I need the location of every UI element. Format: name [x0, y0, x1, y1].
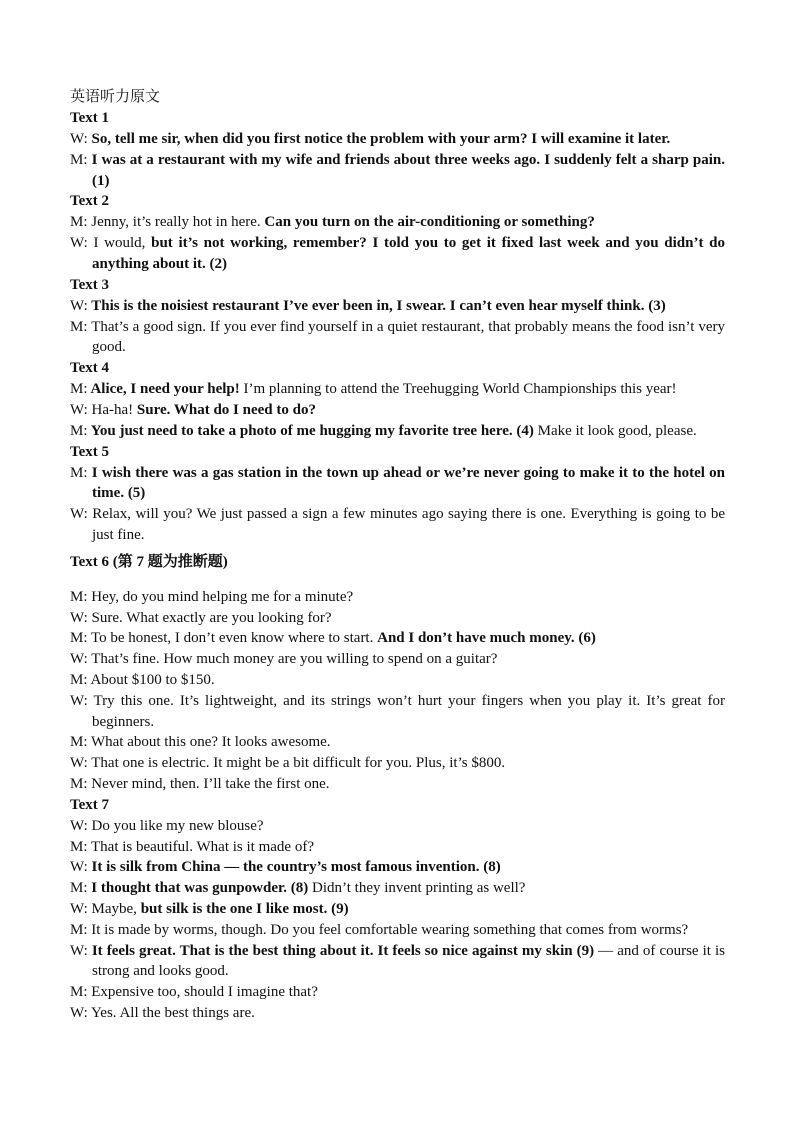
- dialogue-line: [70, 421, 725, 442]
- section-heading: Text 3: [70, 276, 110, 293]
- dialogue-line: [70, 899, 725, 920]
- speaker-label: M:: [70, 381, 88, 398]
- line-text-key: And I don’t have much money. (6): [377, 630, 596, 647]
- line-text: Do you like my new blouse?: [87, 817, 264, 834]
- line-text: Expensive too, should I imagine that?: [87, 984, 318, 1001]
- dialogue-line: [70, 774, 725, 795]
- speaker-label: W:: [70, 401, 88, 418]
- speaker-label: M:: [70, 214, 88, 231]
- dialogue-line: [70, 857, 725, 878]
- dialogue-line: [70, 670, 725, 691]
- section-heading: Text 2: [70, 193, 110, 210]
- line-text-key: but silk is the one I like most. (9): [140, 900, 349, 917]
- section-text-7: [70, 795, 725, 1024]
- speaker-label: W:: [70, 1004, 88, 1021]
- section-heading: Text 4: [70, 360, 110, 377]
- speaker-label: W:: [70, 506, 88, 523]
- line-text: I’m planning to attend the Treehugging World Championships this year!: [239, 381, 677, 398]
- dialogue-line: [70, 587, 725, 608]
- section-text-2: [70, 191, 725, 274]
- speaker-label: W:: [70, 297, 88, 314]
- dialogue-line: [70, 504, 725, 546]
- section-heading: Text 1: [70, 110, 110, 126]
- line-text-key: Can you turn on the air-conditioning or something?: [264, 214, 595, 231]
- speaker-label: M:: [70, 422, 88, 439]
- dialogue-line: [70, 233, 725, 275]
- section-heading: Text 6 (第 7 题为推断题): [70, 553, 228, 570]
- line-text: Try this one. It’s lightweight, and its strings won’t hurt your fingers when you play it. It’s great for beginners.: [87, 692, 725, 730]
- line-text: About $100 to $150.: [87, 671, 215, 688]
- section-text-1: [70, 108, 725, 191]
- speaker-label: W:: [70, 900, 88, 917]
- line-text: That one is electric. It might be a bit difficult for you. Plus, it’s $800.: [87, 755, 506, 772]
- dialogue-line: [70, 379, 725, 400]
- line-text-key: Sure. What do I need to do?: [136, 401, 316, 418]
- dialogue-line: [70, 317, 725, 359]
- line-text: That’s a good sign. If you ever find yourself in a quiet restaurant, that probably means the food isn’t very good.: [87, 318, 725, 356]
- speaker-label: M:: [70, 671, 88, 688]
- dialogue-line: [70, 691, 725, 733]
- line-text-key: I wish there was a gas station in the town up ahead or we’re never going to make it to the hotel on time. (5): [87, 464, 725, 502]
- line-text: Hey, do you mind helping me for a minute?: [87, 588, 354, 605]
- speaker-label: M:: [70, 921, 88, 938]
- speaker-label: M:: [70, 151, 88, 168]
- speaker-label: M:: [70, 775, 88, 792]
- section-heading: Text 7: [70, 796, 110, 813]
- line-text: So, tell me sir, when did you first notice the problem with your arm? I will examine it later.: [87, 131, 671, 147]
- speaker-label: W:: [70, 942, 88, 959]
- line-text: Ha-ha!: [87, 401, 137, 418]
- line-text: It is made by worms, though. Do you feel comfortable wearing something that comes from worms?: [87, 921, 689, 938]
- speaker-label: M:: [70, 734, 88, 751]
- speaker-label: W:: [70, 131, 88, 147]
- speaker-label: M:: [70, 880, 88, 897]
- section-text-5: [70, 442, 725, 546]
- line-text: Relax, will you? We just passed a sign a few minutes ago saying there is one. Everything is going to be just fine.: [87, 506, 725, 543]
- line-text-key: This is the noisiest restaurant I’ve ever been in, I swear. I can’t even hear myself think. (3): [87, 297, 666, 314]
- line-text: Sure. What exactly are you looking for?: [87, 609, 332, 626]
- section-text-6: [70, 552, 725, 795]
- line-text-key: Alice, I need your help!: [87, 381, 240, 398]
- speaker-label: W:: [70, 859, 88, 876]
- dialogue-line: [70, 463, 725, 505]
- speaker-label: M:: [70, 838, 88, 855]
- line-text-key: It is silk from China — the country’s most famous invention. (8): [87, 859, 501, 876]
- dialogue-line: [70, 816, 725, 837]
- line-text: Didn’t they invent printing as well?: [308, 880, 526, 897]
- speaker-label: W:: [70, 755, 88, 772]
- line-text: I was at a restaurant with my wife and friends about three weeks ago. I suddenly felt a sharp pain. (1): [87, 151, 725, 189]
- line-text-key: It feels great. That is the best thing about it. It feels so nice against my skin (9): [87, 942, 595, 959]
- line-text-key: You just need to take a photo of me hugging my favorite tree here. (4): [87, 422, 534, 439]
- dialogue-line: [70, 837, 725, 858]
- line-text: Jenny, it’s really hot in here.: [87, 214, 265, 231]
- line-text: Make it look good, please.: [533, 422, 697, 439]
- dialogue-line: [70, 1003, 725, 1024]
- dialogue-line: [70, 753, 725, 774]
- speaker-label: W:: [70, 817, 88, 834]
- dialogue-line: [70, 982, 725, 1003]
- dialogue-line: [70, 296, 725, 317]
- dialogue-line: [70, 878, 725, 899]
- line-text: I would,: [87, 235, 152, 252]
- line-text: Yes. All the best things are.: [87, 1004, 255, 1021]
- dialogue-line: [70, 150, 725, 192]
- line-text: That’s fine. How much money are you willing to spend on a guitar?: [87, 651, 498, 668]
- dialogue-line: [70, 212, 725, 233]
- speaker-label: M:: [70, 588, 88, 605]
- speaker-label: W:: [70, 609, 88, 626]
- dialogue-line: [70, 400, 725, 421]
- line-text-key: but it’s not working, remember? I told you to get it fixed last week and you didn’t do anything about it. (2): [92, 235, 725, 272]
- dialogue-line: [70, 129, 725, 150]
- line-text: Maybe,: [87, 900, 141, 917]
- speaker-label: W:: [70, 651, 88, 668]
- dialogue-line: [70, 628, 725, 649]
- line-text: Never mind, then. I’ll take the first one.: [87, 775, 330, 792]
- dialogue-line: [70, 732, 725, 753]
- speaker-label: W:: [70, 692, 88, 709]
- section-text-3: [70, 275, 725, 358]
- dialogue-line: [70, 649, 725, 670]
- speaker-label: M:: [70, 630, 88, 647]
- line-text-key: I thought that was gunpowder. (8): [87, 880, 309, 897]
- section-text-4: [70, 358, 725, 441]
- speaker-label: M:: [70, 464, 88, 481]
- dialogue-line: [70, 920, 725, 941]
- speaker-label: M:: [70, 984, 88, 1001]
- line-text: What about this one? It looks awesome.: [87, 734, 331, 751]
- line-text: To be honest, I don’t even know where to start.: [87, 630, 378, 647]
- dialogue-line: [70, 608, 725, 629]
- dialogue-line: [70, 941, 725, 983]
- line-text: — and of course it is strong and looks good.: [92, 942, 726, 980]
- section-heading: Text 5: [70, 443, 110, 460]
- transcript-page: [70, 87, 725, 1024]
- speaker-label: W:: [70, 235, 88, 252]
- speaker-label: M:: [70, 318, 88, 335]
- document-title: 英语听力原文: [70, 89, 161, 105]
- line-text: That is beautiful. What is it made of?: [87, 838, 314, 855]
